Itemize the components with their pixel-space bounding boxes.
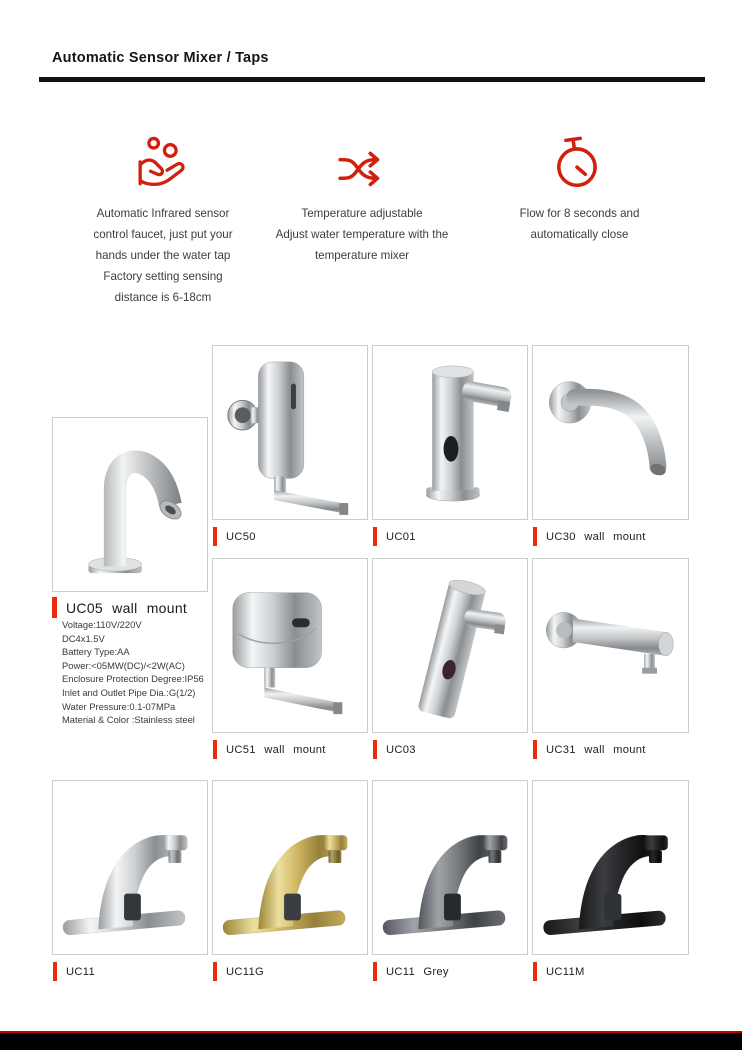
product-card-uc03 bbox=[372, 558, 528, 733]
product-code: UC05 wall mount bbox=[66, 599, 188, 616]
product-image-uc11 bbox=[53, 781, 207, 954]
spec-line: Battery Type:AA bbox=[62, 646, 130, 658]
product-label-uc11 bbox=[53, 962, 95, 981]
product-image-uc11m bbox=[533, 781, 688, 954]
product-image-uc51 bbox=[213, 559, 367, 732]
product-image-uc30 bbox=[533, 346, 688, 519]
feature-line: hands under the water tap bbox=[95, 249, 231, 262]
product-code: UC30 wall mount bbox=[546, 530, 646, 543]
label-accent-bar bbox=[213, 962, 217, 981]
product-image-uc03 bbox=[373, 559, 527, 732]
page-title: Automatic Sensor Mixer / Taps bbox=[52, 50, 269, 66]
label-accent-bar bbox=[213, 740, 217, 759]
label-accent-bar bbox=[53, 962, 57, 981]
product-code: UC11M bbox=[546, 965, 585, 978]
product-label-uc03 bbox=[373, 740, 416, 759]
product-card-uc05 bbox=[52, 417, 208, 592]
product-image-uc11grey bbox=[373, 781, 527, 954]
spec-line: DC4x1.5V bbox=[62, 632, 105, 644]
feature-text-temperature bbox=[248, 203, 476, 266]
feature-line: Flow for 8 seconds and bbox=[519, 207, 640, 220]
product-image-uc01 bbox=[373, 346, 527, 519]
feature-line: automatically close bbox=[530, 228, 629, 241]
hand-sensor-icon bbox=[136, 134, 190, 199]
feature-line: temperature mixer bbox=[314, 249, 410, 262]
spec-line: Inlet and Outlet Pipe Dia.:G(1/2) bbox=[62, 686, 196, 698]
product-label-uc01 bbox=[373, 527, 416, 546]
footer-black-bar bbox=[0, 1033, 742, 1050]
label-accent-bar bbox=[533, 527, 537, 546]
product-code: UC31 wall mount bbox=[546, 743, 646, 756]
spec-line: Material & Color :Stainless steel bbox=[62, 714, 195, 726]
spec-line: Voltage:110V/220V bbox=[62, 619, 142, 630]
product-code: UC03 bbox=[386, 743, 416, 756]
feature-line: distance is 6-18cm bbox=[114, 291, 212, 304]
product-card-uc11g bbox=[212, 780, 368, 955]
stopwatch-icon bbox=[553, 136, 603, 197]
product-card-uc51 bbox=[212, 558, 368, 733]
feature-line: Automatic Infrared sensor bbox=[96, 207, 230, 220]
product-code: UC50 bbox=[226, 530, 256, 543]
product-label-uc30 bbox=[533, 527, 646, 546]
product-image-uc50 bbox=[213, 346, 367, 519]
product-label-uc51 bbox=[213, 740, 326, 759]
product-code: UC01 bbox=[386, 530, 416, 543]
product-card-uc11m bbox=[532, 780, 689, 955]
product-card-uc11 bbox=[52, 780, 208, 955]
product-label-uc11grey bbox=[373, 962, 449, 981]
spec-line: Enclosure Protection Degree:IP56 bbox=[62, 673, 204, 685]
product-code: UC11G bbox=[226, 965, 264, 978]
product-code: UC11 Grey bbox=[386, 965, 449, 978]
product-code: UC11 bbox=[66, 965, 95, 978]
product-label-uc11m bbox=[533, 962, 585, 981]
label-accent-bar bbox=[533, 740, 537, 759]
title-underline bbox=[39, 77, 705, 82]
product-card-uc50 bbox=[212, 345, 368, 520]
label-accent-bar bbox=[533, 962, 537, 981]
product-card-uc01 bbox=[372, 345, 528, 520]
label-accent-bar bbox=[213, 527, 217, 546]
feature-line: Adjust water temperature with the bbox=[275, 228, 449, 241]
feature-text-timer bbox=[472, 203, 687, 245]
spec-line: Water Pressure:0.1-07MPa bbox=[62, 700, 176, 712]
product-card-uc31 bbox=[532, 558, 689, 733]
spec-line: Power:<05MW(DC)/<2W(AC) bbox=[62, 659, 185, 671]
product-label-uc05 bbox=[52, 597, 187, 618]
feature-line: Temperature adjustable bbox=[301, 207, 423, 220]
product-image-uc05 bbox=[53, 418, 207, 591]
feature-text-sensor bbox=[58, 203, 268, 308]
feature-line: Factory setting sensing bbox=[103, 270, 223, 283]
label-accent-bar bbox=[373, 962, 377, 981]
product-specs-uc05 bbox=[62, 618, 210, 727]
product-card-uc30 bbox=[532, 345, 689, 520]
product-label-uc50 bbox=[213, 527, 256, 546]
temperature-shuffle-icon bbox=[336, 146, 390, 199]
label-accent-bar bbox=[373, 527, 377, 546]
product-label-uc11g bbox=[213, 962, 264, 981]
product-label-uc31 bbox=[533, 740, 646, 759]
label-accent-bar bbox=[373, 740, 377, 759]
product-code: UC51 wall mount bbox=[226, 743, 326, 756]
feature-line: control faucet, just put your bbox=[93, 228, 233, 241]
label-accent-bar bbox=[52, 597, 57, 618]
product-image-uc11g bbox=[213, 781, 367, 954]
product-image-uc31 bbox=[533, 559, 688, 732]
product-card-uc11grey bbox=[372, 780, 528, 955]
